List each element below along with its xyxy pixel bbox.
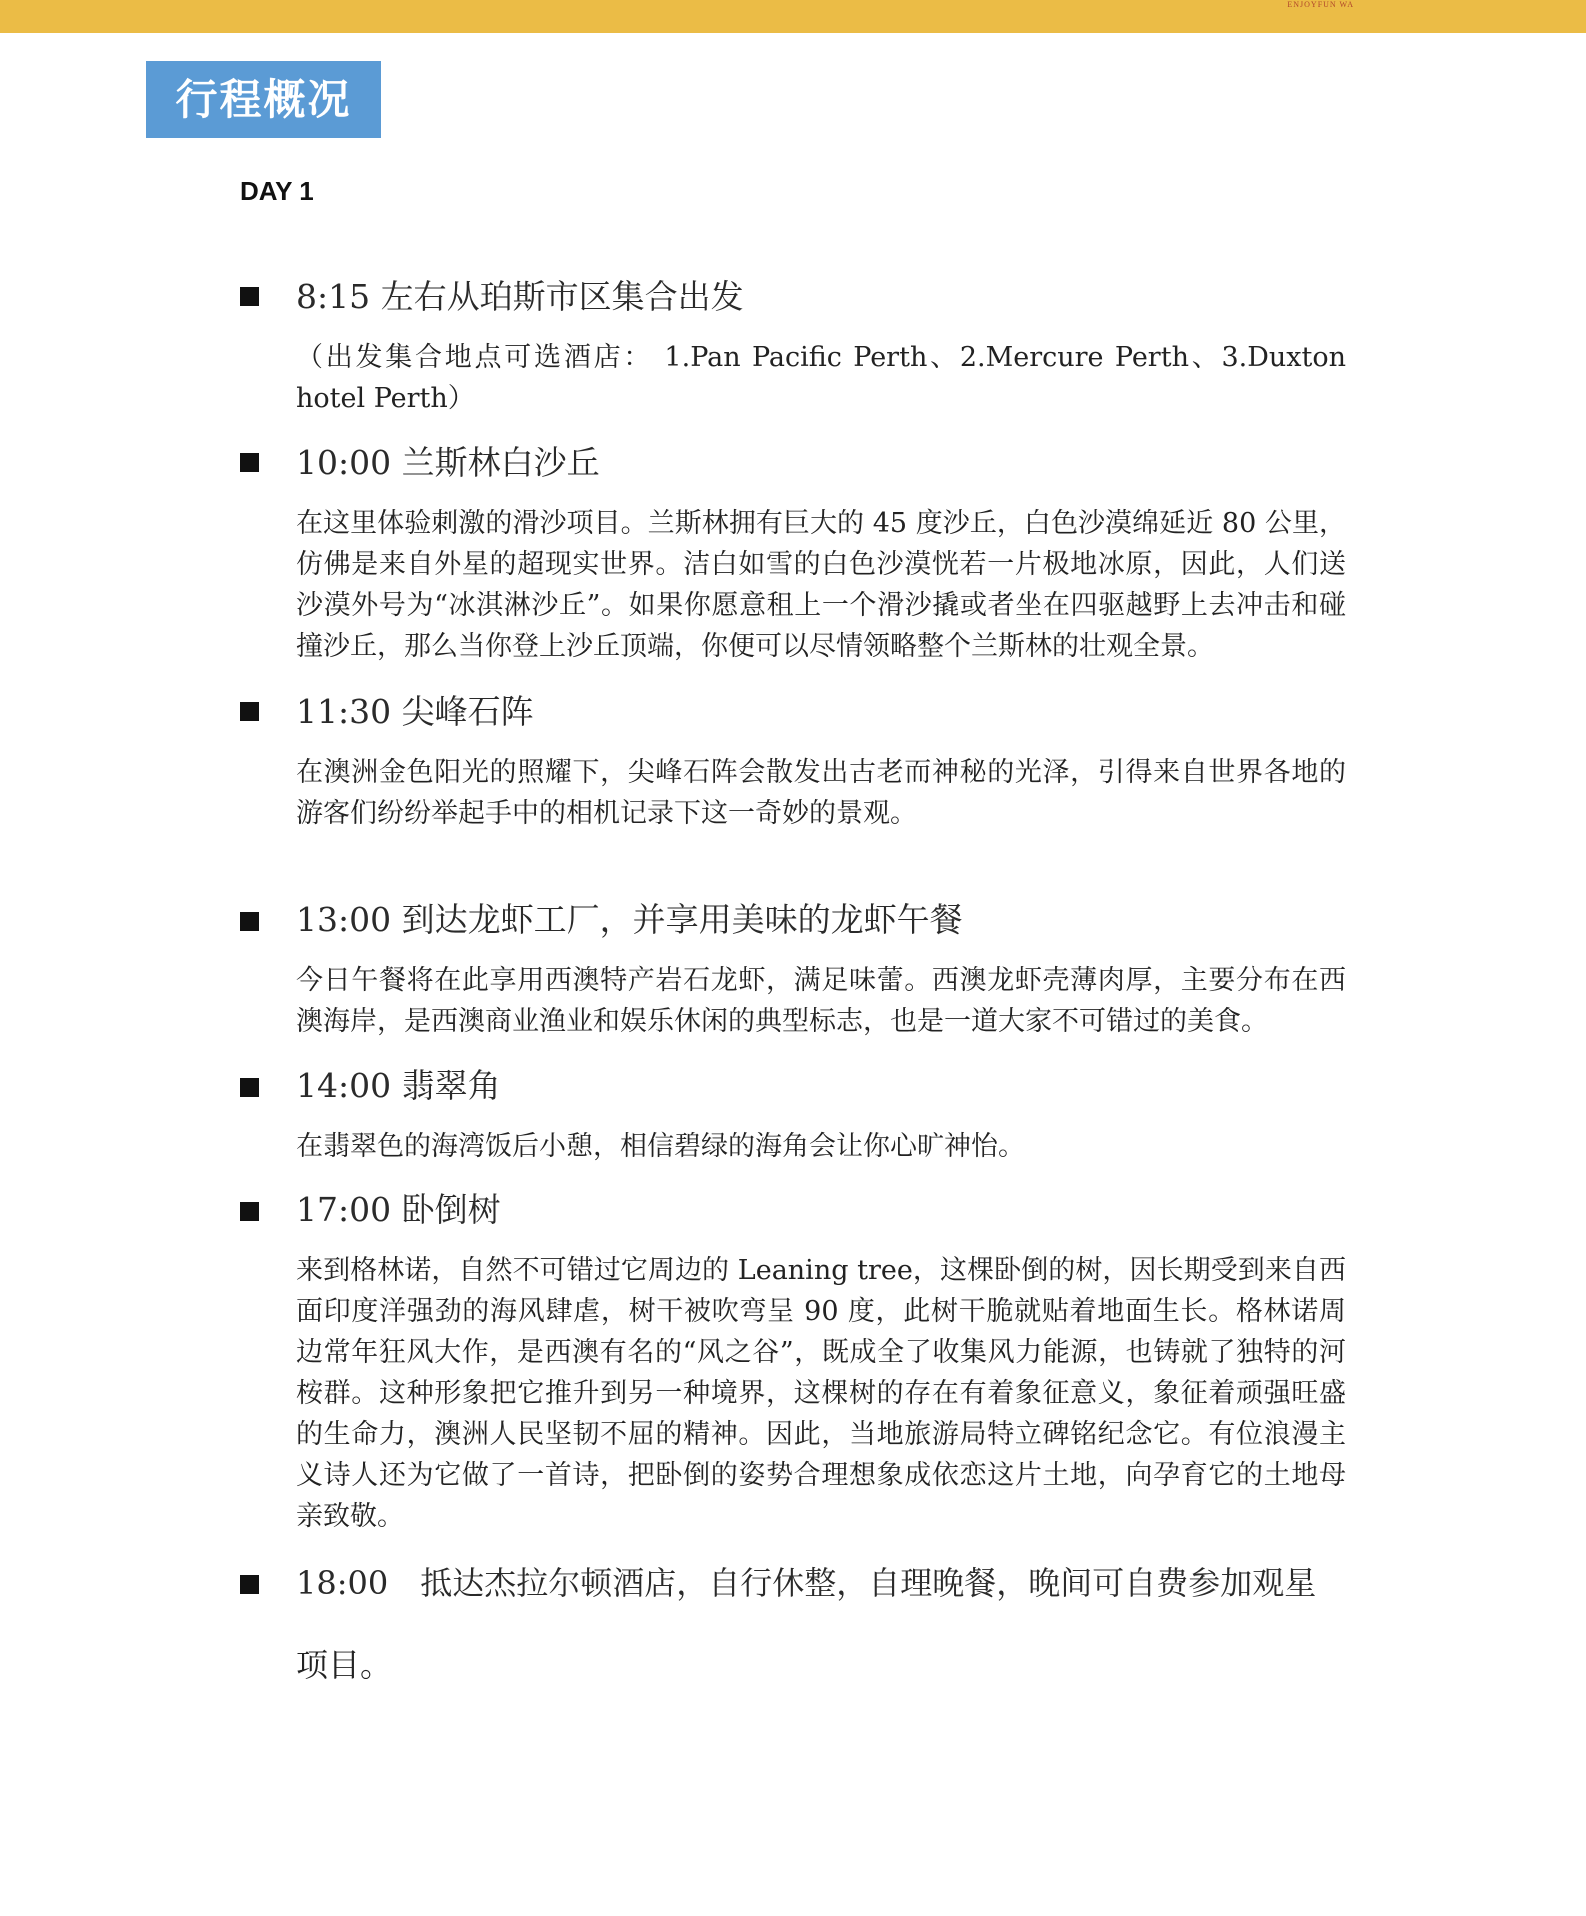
item-heading: 8:15 左右从珀斯市区集合出发 [296,277,744,316]
section-title: 行程概况 [146,61,381,138]
item-heading: 18:00 抵达杰拉尔顿酒店，自行休整，自理晚餐，晚间可自费参加观星 [296,1564,1317,1602]
bullet-square-icon [240,1575,259,1594]
brand-mark: ENJOYFUN WA [1287,0,1354,9]
item-heading: 11:30 尖峰石阵 [296,692,534,731]
item-description: 来到格林诺，自然不可错过它周边的 Leaning tree，这棵卧倒的树，因长期受到来自西面印度洋强劲的海风肆虐，树干被吹弯呈 90 度，此树干脆就贴着地面生长。格林诺周边常年狂风大作，是西澳有名的“风之谷”，既成全了收集风力能源，也铸就了独特的河桉群。这种形象把它推升到另一种境界，这棵树的存在有着象征意义，象征着顽强旺盛的生命力，澳洲人民坚韧不屈的精神。因此，当地旅游局特立碑铭纪念它。有位浪漫主义诗人还为它做了一首诗，把卧倒的姿势合理想象成依恋这片土地，向孕育它的土地母亲致敬。 [296,1255,1346,1532]
bullet-square-icon [240,912,259,931]
item-description: 在澳洲金色阳光的照耀下，尖峰石阵会散发出古老而神秘的光泽，引得来自世界各地的游客们纷纷举起手中的相机记录下这一奇妙的景观。 [296,757,1346,829]
item-description: 在翡翠色的海湾饭后小憩，相信碧绿的海角会让你心旷神怡。 [296,1131,1025,1162]
item-description: （出发集合地点可选酒店： 1.Pan Pacific Perth、2.Mercure Perth、3.Duxton hotel Perth） [296,342,1346,414]
bullet-square-icon [240,453,259,472]
item-heading: 14:00 翡翠角 [296,1066,501,1105]
item-heading: 10:00 兰斯林白沙丘 [296,443,600,482]
item-description: 今日午餐将在此享用西澳特产岩石龙虾，满足味蕾。西澳龙虾壳薄肉厚，主要分布在西澳海岸，是西澳商业渔业和娱乐休闲的典型标志，也是一道大家不可错过的美食。 [296,965,1346,1037]
item-heading: 13:00 到达龙虾工厂，并享用美味的龙虾午餐 [296,900,963,939]
bullet-square-icon [240,287,259,306]
day-label: DAY 1 [240,176,314,206]
bullet-square-icon [240,1078,259,1097]
bullet-square-icon [240,702,259,721]
top-accent-bar [0,0,1586,33]
bullet-square-icon [240,1202,259,1221]
item-description: 项目。 [296,1646,393,1684]
item-heading: 17:00 卧倒树 [296,1190,501,1229]
item-description: 在这里体验刺激的滑沙项目。兰斯林拥有巨大的 45 度沙丘，白色沙漠绵延近 80 公里，仿佛是来自外星的超现实世界。洁白如雪的白色沙漠恍若一片极地冰原，因此，人们送沙漠外号为“冰淇淋沙丘”。如果你愿意租上一个滑沙撬或者坐在四驱越野上去冲击和碰撞沙丘，那么当你登上沙丘顶端，你便可以尽情领略整个兰斯林的壮观全景。 [296,508,1346,662]
